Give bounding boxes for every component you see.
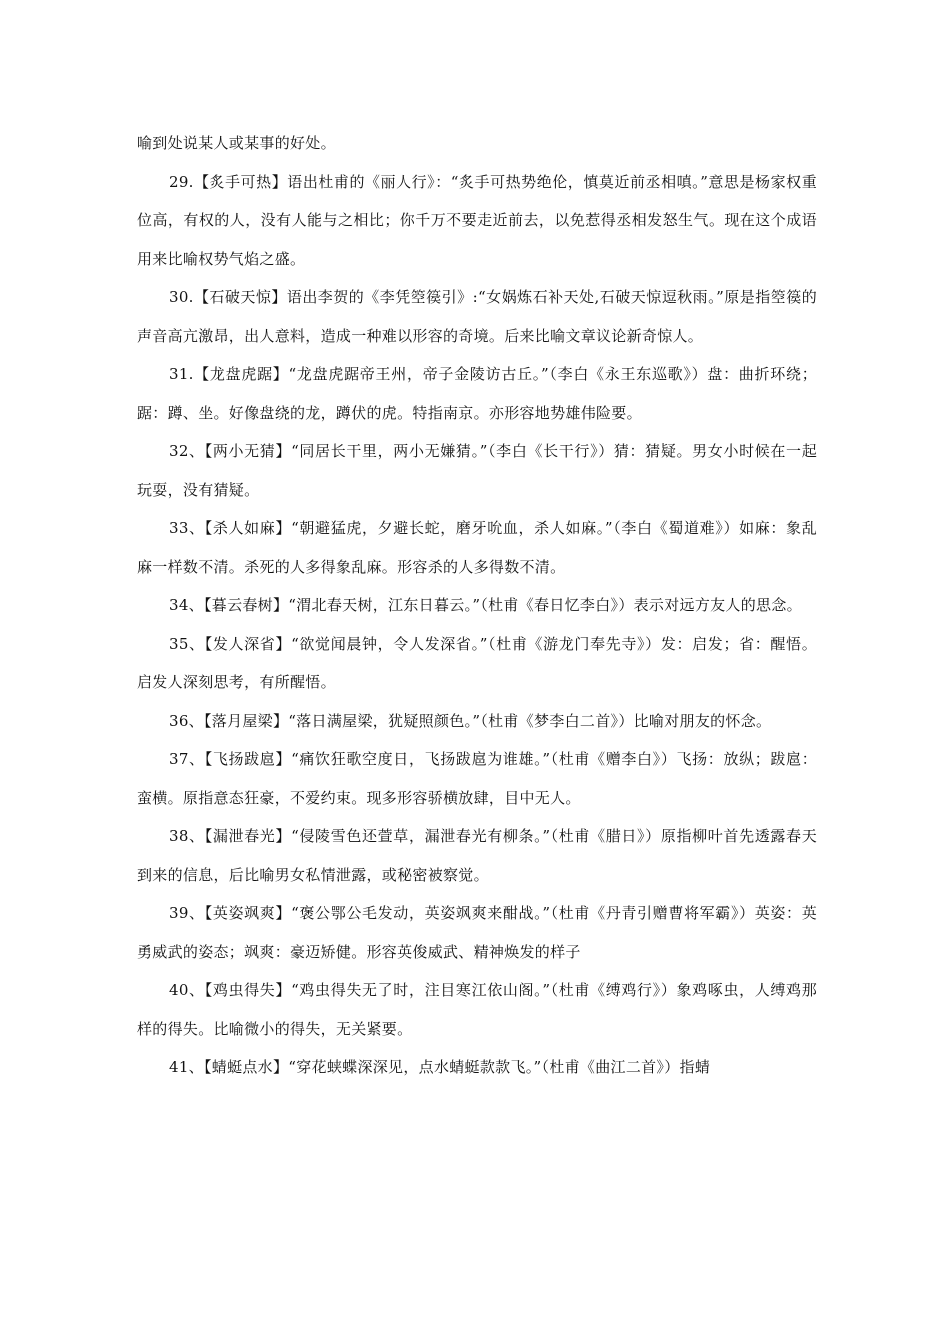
paragraph-entry-38: 38、【漏泄春光】“侵陵雪色还萱草，漏泄春光有柳条。”（杜甫《腊日》）原指柳叶首先透露春天到来的信息，后比喻男女私情泄露，或秘密被察觉。 [137,827,817,884]
paragraph-entry-39: 39、【英姿飒爽】“褒公鄂公毛发动，英姿飒爽来酣战。”（杜甫《丹青引赠曹将军霸》）英姿：英勇威武的姿态；飒爽：豪迈矫健。形容英俊威武、精神焕发的样子 [137,904,817,961]
paragraph-entry-32: 32、【两小无猜】“同居长干里，两小无嫌猜。”（李白《长干行》）猜：猜疑。男女小时候在一起玩耍，没有猜疑。 [137,442,817,499]
paragraph-entry-36: 36、【落月屋梁】“落日满屋梁，犹疑照颜色。”（杜甫《梦李白二首》）比喻对朋友的怀念。 [169,711,772,730]
paragraph-entry-33: 33、【杀人如麻】“朝避猛虎，夕避长蛇，磨牙吮血，杀人如麻。”（李白《蜀道难》）如麻：象乱麻一样数不清。杀死的人多得象乱麻。形容杀的人多得数不清。 [137,519,817,576]
paragraph-entry-37: 37、【飞扬跋扈】“痛饮狂歌空度日，飞扬跋扈为谁雄。”（杜甫《赠李白》）飞扬：放纵；跋扈：蛮横。原指意态狂豪，不爱约束。现多形容骄横放肆，目中无人。 [137,750,817,807]
paragraph-continuation: 喻到处说某人或某事的好处。 [137,134,336,152]
paragraph-entry-35: 35、【发人深省】“欲觉闻晨钟，令人发深省。”（杜甫《游龙门奉先寺》）发：启发；省：醒悟。启发人深刻思考，有所醒悟。 [137,634,817,691]
paragraph-entry-30: 30.【石破天惊】语出李贺的《李凭箜篌引》:“女娲炼石补天处,石破天惊逗秋雨。”原是指箜篌的声音高亢激昂，出人意料，造成一种难以形容的奇境。后来比喻文章议论新奇惊人。 [137,288,817,345]
paragraph-entry-31: 31.【龙盘虎踞】“龙盘虎踞帝王州，帝子金陵访古丘。”（李白《永王东巡歌》）盘：曲折环绕；踞：蹲、坐。好像盘绕的龙，蹲伏的虎。特指南京。亦形容地势雄伟险要。 [137,365,817,422]
paragraph-entry-34: 34、【暮云春树】“渭北春天树，江东日暮云。”（杜甫《春日忆李白》）表示对远方友人的思念。 [169,596,802,614]
paragraph-entry-29: 29.【炙手可热】语出杜甫的《丽人行》：“炙手可热势绝伦，慎莫近前丞相嗔。”意思是杨家权重位高，有权的人，没有人能与之相比；你千万不要走近前去，以免惹得丞相发怒生气。现在这个成语用来比喻权势气焰之盛。 [137,172,817,268]
paragraph-entry-40: 40、【鸡虫得失】“鸡虫得失无了时，注目寒江依山阁。”（杜甫《缚鸡行》）象鸡啄虫，人缚鸡那样的得失。比喻微小的得失，无关紧要。 [137,981,817,1038]
paragraph-entry-41: 41、【蜻蜓点水】“穿花蛱蝶深深见，点水蜻蜓款款飞。”（杜甫《曲江二首》）指蜻 [169,1058,711,1076]
document-body [137,124,817,1087]
